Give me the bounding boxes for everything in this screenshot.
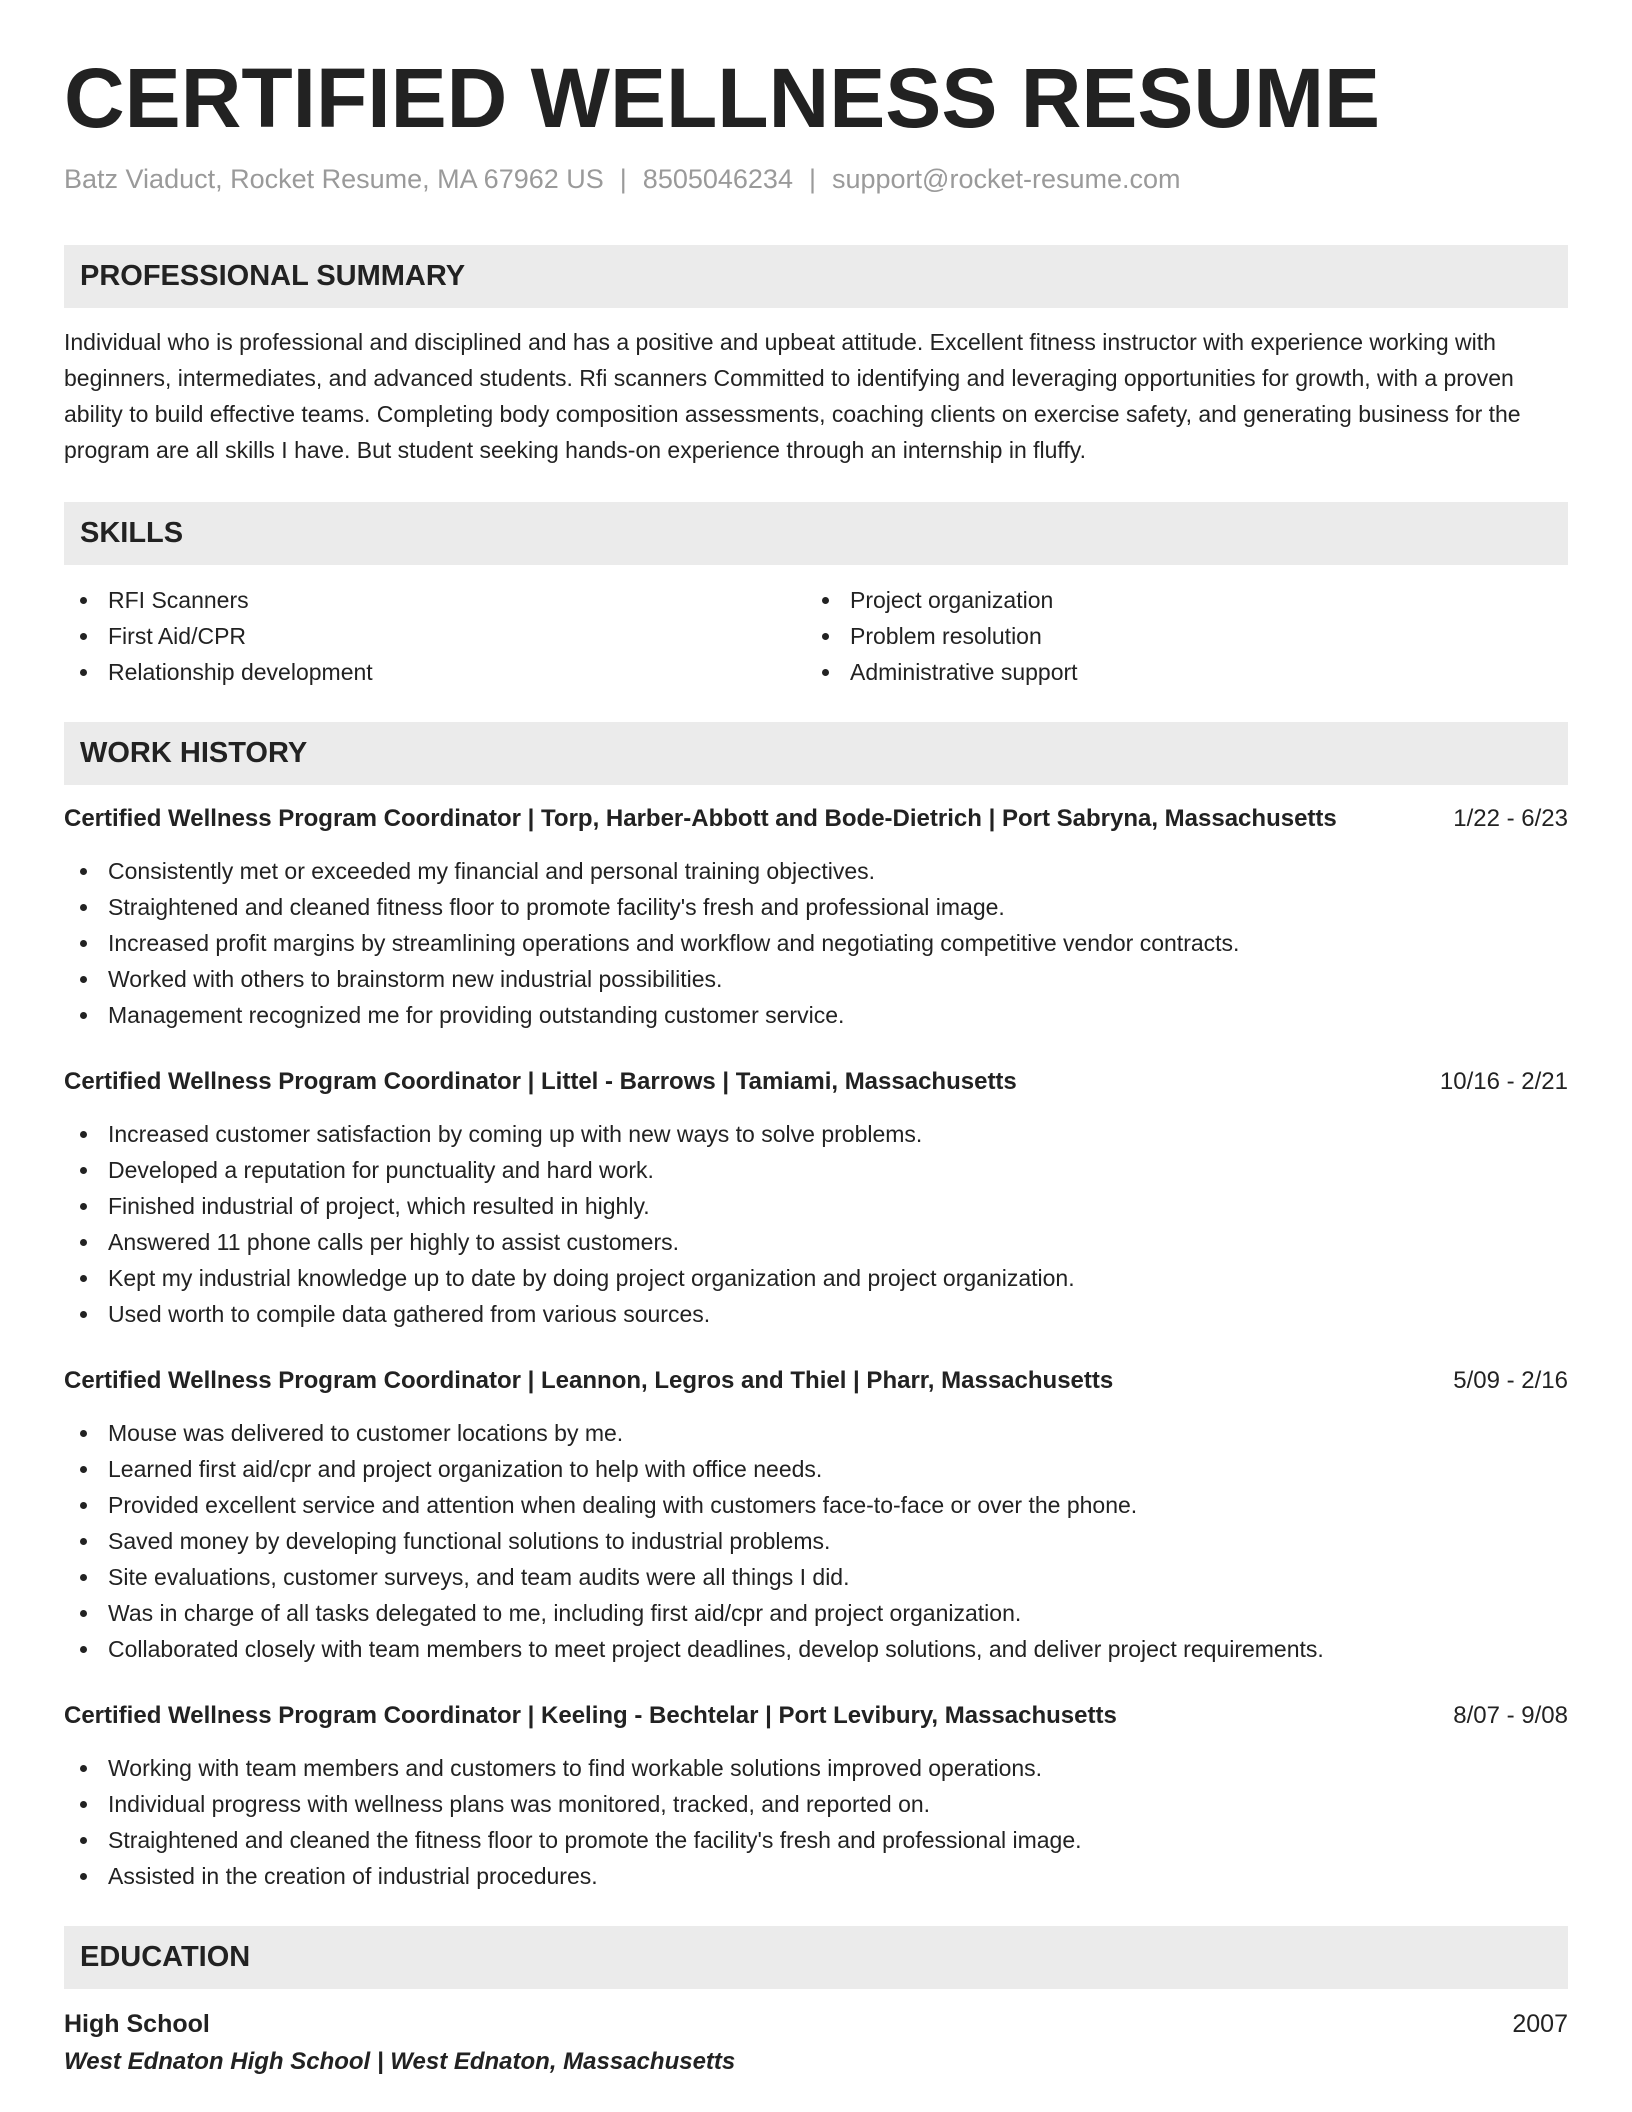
job-bullet: Straightened and cleaned the fitness floor to promote the facility's fresh and professional image.: [64, 1822, 1568, 1858]
skills-list: [64, 582, 1568, 690]
job-title: Certified Wellness Program Coordinator | Keeling - Bechtelar | Port Levibury, Massachusetts: [64, 1702, 1117, 1729]
job-bullets: [64, 1415, 1568, 1667]
job-bullet: Management recognized me for providing outstanding customer service.: [64, 997, 1568, 1033]
job-bullet: Collaborated closely with team members to meet project deadlines, develop solutions, and deliver project requirements.: [64, 1631, 1568, 1667]
section-header-education: EDUCATION: [64, 1926, 1568, 1989]
resume-name: CERTIFIED WELLNESS RESUME: [64, 51, 1381, 145]
job-title-row: [64, 801, 1568, 837]
job-bullet: Assisted in the creation of industrial procedures.: [64, 1858, 1568, 1894]
job-entry: [64, 1363, 1568, 1667]
job-bullet: Site evaluations, customer surveys, and team audits were all things I did.: [64, 1559, 1568, 1595]
job-bullet: Working with team members and customers to find workable solutions improved operations.: [64, 1750, 1568, 1786]
skills-column-left: [64, 582, 806, 690]
education-school: West Ednaton High School | West Ednaton, Massachusetts: [64, 2048, 736, 2075]
job-bullet: Straightened and cleaned fitness floor to promote facility's fresh and professional image.: [64, 889, 1568, 925]
summary-text: Individual who is professional and disciplined and has a positive and upbeat attitude. Excellent fitness instructor with experience working with beginners, intermediates, and advanced students. Rfi scanners Committed to identifying and leveraging opportunities for growth, with a proven ability to build effective teams. Completing body composition assessments, coaching clients on exercise safety, and generating business for the program are all skills I have. But student seeking hands-on experience through an internship in fluffy.: [64, 329, 1521, 463]
skill-item: First Aid/CPR: [64, 618, 806, 654]
skills-column-right: [806, 582, 1548, 690]
job-entry: [64, 1064, 1568, 1332]
skill-item: Problem resolution: [806, 618, 1548, 654]
education-degree: High School: [64, 2010, 210, 2038]
education-row: [64, 2005, 1568, 2043]
job-bullet: Worked with others to brainstorm new industrial possibilities.: [64, 961, 1568, 997]
job-title-row: [64, 1698, 1568, 1734]
skill-item: Relationship development: [64, 654, 806, 690]
section-header-skills: SKILLS: [64, 502, 1568, 565]
job-entry: [64, 1698, 1568, 1894]
job-bullets: [64, 1116, 1568, 1332]
job-bullet: Learned first aid/cpr and project organization to help with office needs.: [64, 1451, 1568, 1487]
job-bullet: Finished industrial of project, which resulted in highly.: [64, 1188, 1568, 1224]
job-date: 8/07 - 9/08: [1453, 1702, 1568, 1729]
contact-phone: 8505046234: [642, 164, 793, 194]
job-title: Certified Wellness Program Coordinator | Leannon, Legros and Thiel | Pharr, Massachusetts: [64, 1367, 1114, 1394]
job-bullet: Increased profit margins by streamlining operations and workflow and negotiating competitive vendor contracts.: [64, 925, 1568, 961]
job-title: Certified Wellness Program Coordinator | Torp, Harber-Abbott and Bode-Dietrich | Port Sabryna, Massachusetts: [64, 805, 1337, 832]
job-bullet: Developed a reputation for punctuality and hard work.: [64, 1152, 1568, 1188]
job-bullet: Mouse was delivered to customer locations by me.: [64, 1415, 1568, 1451]
job-date: 1/22 - 6/23: [1453, 805, 1568, 832]
contact-email: support@rocket-resume.com: [831, 164, 1181, 194]
contact-line: [64, 164, 1568, 195]
job-bullet: Answered 11 phone calls per highly to assist customers.: [64, 1224, 1568, 1260]
job-bullets: [64, 1750, 1568, 1894]
job-bullet: Kept my industrial knowledge up to date by doing project organization and project organization.: [64, 1260, 1568, 1296]
skill-item: RFI Scanners: [64, 582, 806, 618]
job-date: 5/09 - 2/16: [1453, 1367, 1568, 1394]
job-bullet: Provided excellent service and attention when dealing with customers face-to-face or over the phone.: [64, 1487, 1568, 1523]
job-bullet: Saved money by developing functional solutions to industrial problems.: [64, 1523, 1568, 1559]
skill-item: Administrative support: [806, 654, 1548, 690]
contact-address: Batz Viaduct, Rocket Resume, MA 67962 US: [64, 164, 604, 194]
skill-item: Project organization: [806, 582, 1548, 618]
contact-separator: |: [808, 164, 816, 194]
section-header-work-history: WORK HISTORY: [64, 722, 1568, 785]
job-bullet: Individual progress with wellness plans was monitored, tracked, and reported on.: [64, 1786, 1568, 1822]
job-bullets: [64, 853, 1568, 1033]
job-date: 10/16 - 2/21: [1439, 1068, 1568, 1095]
job-bullet: Consistently met or exceeded my financial and personal training objectives.: [64, 853, 1568, 889]
job-bullet: Was in charge of all tasks delegated to me, including first aid/cpr and project organization.: [64, 1595, 1568, 1631]
contact-separator: |: [619, 164, 627, 194]
job-bullet: Increased customer satisfaction by coming up with new ways to solve problems.: [64, 1116, 1568, 1152]
education-year: 2007: [1512, 2010, 1568, 2038]
job-bullet: Used worth to compile data gathered from various sources.: [64, 1296, 1568, 1332]
job-entry: [64, 801, 1568, 1033]
job-title: Certified Wellness Program Coordinator | Littel - Barrows | Tamiami, Massachusetts: [64, 1068, 1017, 1095]
section-header-summary: PROFESSIONAL SUMMARY: [64, 245, 1568, 308]
job-title-row: [64, 1363, 1568, 1399]
job-title-row: [64, 1064, 1568, 1100]
